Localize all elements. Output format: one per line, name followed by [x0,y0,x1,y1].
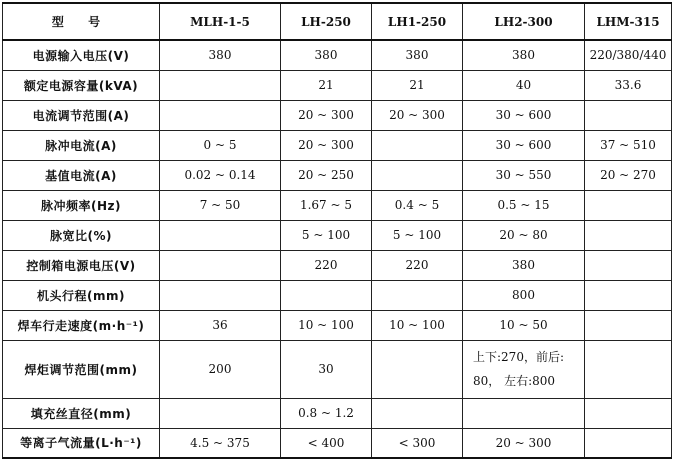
spec-table [2,2,672,459]
table-cell: 380 [463,40,585,70]
table-cell [160,250,281,280]
header-model: LHM-315 [585,3,672,40]
table-cell [585,398,672,428]
cell-line: 80， 左右:800 [473,374,556,388]
row-label: 额定电源容量(kVA) [3,70,160,100]
row-label: 等离子气流量(L·h⁻¹) [3,428,160,458]
table-cell: 220 [281,250,372,280]
table-cell [372,398,463,428]
table-cell: 33.6 [585,70,672,100]
table-row [3,250,672,280]
header-model: LH1-250 [372,3,463,40]
table-cell: 20 ~ 80 [463,220,585,250]
table-cell [372,160,463,190]
row-label: 电流调节范围(A) [3,100,160,130]
row-label: 填充丝直径(mm) [3,398,160,428]
table-cell: 5 ~ 100 [281,220,372,250]
table-cell: 0.02 ~ 0.14 [160,160,281,190]
table-cell [585,100,672,130]
header-model: LH2-300 [463,3,585,40]
table-cell [281,280,372,310]
table-cell: 40 [463,70,585,100]
table-cell: 10 ~ 50 [463,310,585,340]
table-cell [585,250,672,280]
row-label: 焊车行走速度(m·h⁻¹) [3,310,160,340]
header-corner: 型 号 [3,3,160,40]
table-cell: 21 [372,70,463,100]
table-row [3,220,672,250]
table-cell: 20 ~ 300 [463,428,585,458]
table-cell: 36 [160,310,281,340]
table-cell [160,220,281,250]
table-cell-multiline [463,340,585,398]
table-cell: 4.5 ~ 375 [160,428,281,458]
row-label: 焊炬调节范围(mm) [3,340,160,398]
table-cell [160,398,281,428]
table-cell: 20 ~ 270 [585,160,672,190]
row-label: 脉宽比(%) [3,220,160,250]
table-cell [585,310,672,340]
table-row [3,100,672,130]
table-cell: 30 [281,340,372,398]
table-row [3,70,672,100]
table-cell: 30 ~ 600 [463,130,585,160]
table-row [3,428,672,458]
table-cell: 5 ~ 100 [372,220,463,250]
table-cell: 220 [372,250,463,280]
table-cell: < 300 [372,428,463,458]
table-cell: 7 ~ 50 [160,190,281,220]
table-cell: 37 ~ 510 [585,130,672,160]
table-cell [585,280,672,310]
table-row [3,40,672,70]
table-cell: 20 ~ 300 [281,130,372,160]
table-cell: < 400 [281,428,372,458]
table-cell: 30 ~ 600 [463,100,585,130]
table-cell: 380 [372,40,463,70]
row-label: 基值电流(A) [3,160,160,190]
row-label: 脉冲频率(Hz) [3,190,160,220]
table-cell [160,70,281,100]
table-cell [160,280,281,310]
table-row [3,190,672,220]
table-row [3,340,672,398]
table-row [3,398,672,428]
table-cell: 20 ~ 250 [281,160,372,190]
table-cell: 380 [281,40,372,70]
row-label: 脉冲电流(A) [3,130,160,160]
header-model: LH-250 [281,3,372,40]
row-label: 控制箱电源电压(V) [3,250,160,280]
row-label: 机头行程(mm) [3,280,160,310]
table-cell: 0.4 ~ 5 [372,190,463,220]
table-cell [372,280,463,310]
table-cell: 800 [463,280,585,310]
table-cell: 10 ~ 100 [372,310,463,340]
table-cell [585,340,672,398]
header-row [3,3,672,40]
table-row [3,160,672,190]
table-cell [160,100,281,130]
table-cell [372,340,463,398]
table-cell: 1.67 ~ 5 [281,190,372,220]
table-cell: 380 [160,40,281,70]
table-cell [463,398,585,428]
table-row [3,280,672,310]
table-row [3,310,672,340]
table-row [3,130,672,160]
table-cell [372,130,463,160]
table-cell: 0.5 ~ 15 [463,190,585,220]
table-cell: 10 ~ 100 [281,310,372,340]
table-cell [585,428,672,458]
table-cell: 220/380/440 [585,40,672,70]
header-model: MLH-1-5 [160,3,281,40]
table-cell: 21 [281,70,372,100]
table-cell [585,190,672,220]
cell-line: 上下:270，前后: [473,350,564,364]
table-cell [585,220,672,250]
table-cell: 20 ~ 300 [281,100,372,130]
table-cell: 200 [160,340,281,398]
table-cell: 20 ~ 300 [372,100,463,130]
table-cell: 30 ~ 550 [463,160,585,190]
table-cell: 0.8 ~ 1.2 [281,398,372,428]
table-cell: 380 [463,250,585,280]
table-cell: 0 ~ 5 [160,130,281,160]
row-label: 电源输入电压(V) [3,40,160,70]
